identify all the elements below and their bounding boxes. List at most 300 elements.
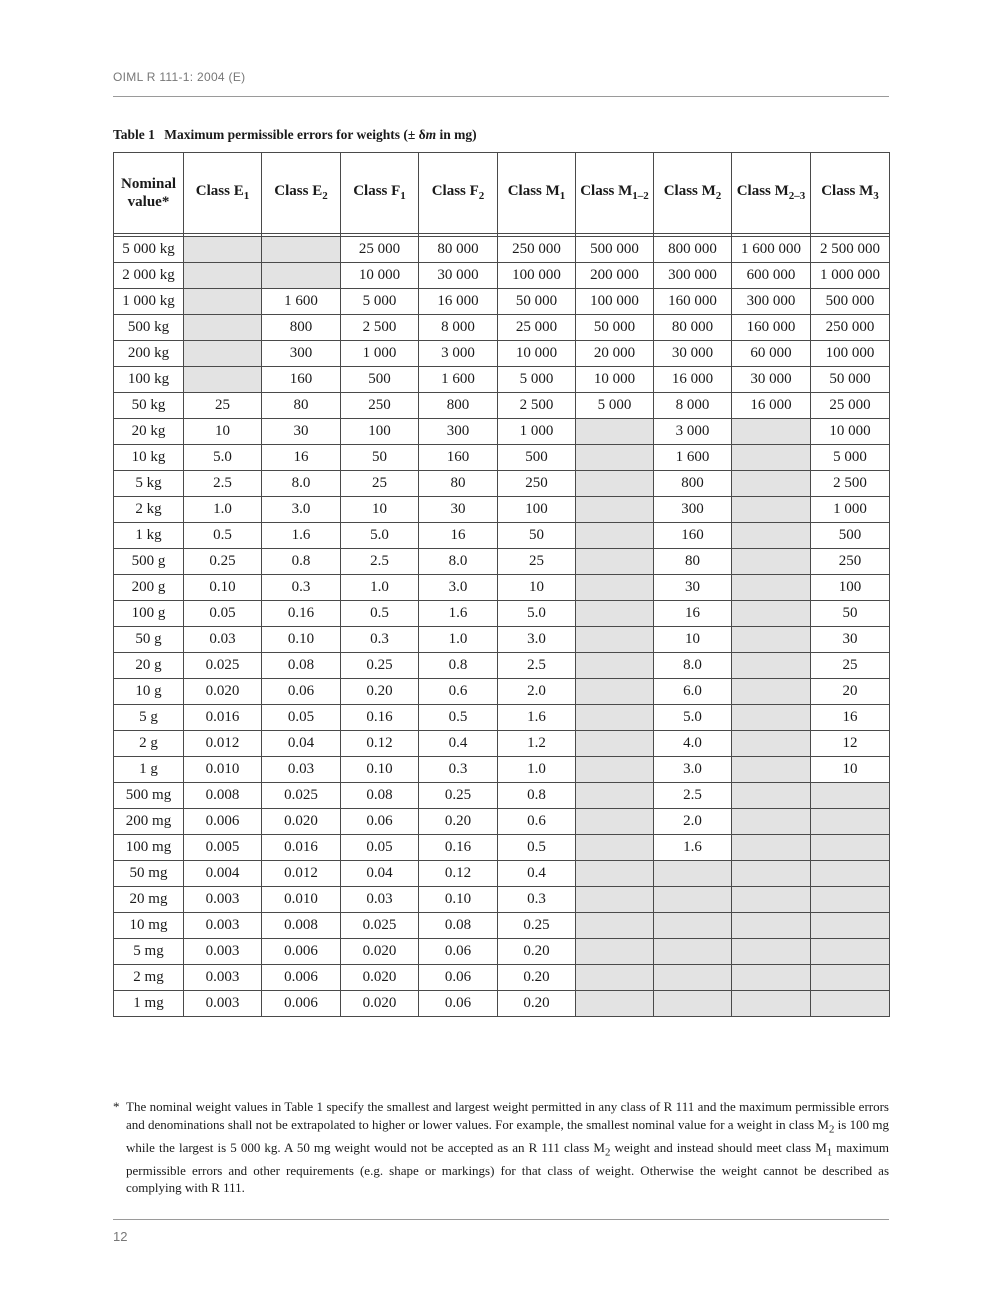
nominal-value-cell: 2 kg bbox=[114, 497, 184, 523]
table-row bbox=[114, 393, 890, 419]
table-row bbox=[114, 289, 890, 315]
mpe-value-cell: 5.0 bbox=[654, 705, 732, 731]
mpe-value-cell: 50 bbox=[498, 523, 576, 549]
table-footnote bbox=[113, 1098, 889, 1197]
mpe-value-cell: 0.012 bbox=[184, 731, 262, 757]
mpe-value-cell: 0.006 bbox=[184, 809, 262, 835]
not-applicable-cell bbox=[811, 783, 890, 809]
not-applicable-cell bbox=[576, 965, 654, 991]
nominal-value-cell: 100 mg bbox=[114, 835, 184, 861]
not-applicable-cell bbox=[576, 939, 654, 965]
mpe-value-cell: 0.003 bbox=[184, 913, 262, 939]
mpe-value-cell: 30 000 bbox=[419, 263, 498, 289]
running-title: OIML R 111-1: 2004 (E) bbox=[113, 70, 246, 84]
mpe-value-cell: 25 bbox=[498, 549, 576, 575]
table-row bbox=[114, 237, 890, 263]
footnote-text-part1: The nominal weight values in Table 1 specify the smallest and largest weight permitted in any class of R 111 and the maximum permissible errors and denominations shall not be extrapolated to higher or lower values. For example, the smallest nominal value for a weight in class M bbox=[126, 1099, 889, 1132]
class-header-subscript: 1 bbox=[243, 189, 250, 202]
table-row bbox=[114, 913, 890, 939]
mpe-value-cell: 50 000 bbox=[576, 315, 654, 341]
not-applicable-cell bbox=[576, 809, 654, 835]
mpe-value-cell: 160 000 bbox=[654, 289, 732, 315]
mpe-value-cell: 5.0 bbox=[184, 445, 262, 471]
mpe-value-cell: 10 bbox=[184, 419, 262, 445]
not-applicable-cell bbox=[732, 939, 811, 965]
mpe-value-cell: 1 000 bbox=[341, 341, 419, 367]
not-applicable-cell bbox=[184, 263, 262, 289]
nominal-value-cell: 20 kg bbox=[114, 419, 184, 445]
mpe-value-cell: 0.3 bbox=[341, 627, 419, 653]
mpe-value-cell: 80 bbox=[419, 471, 498, 497]
mpe-value-cell: 0.5 bbox=[498, 835, 576, 861]
class-column-header bbox=[341, 153, 419, 234]
nominal-value-cell: 20 g bbox=[114, 653, 184, 679]
mpe-value-cell: 0.003 bbox=[184, 887, 262, 913]
not-applicable-cell bbox=[262, 263, 341, 289]
mpe-value-cell: 0.06 bbox=[341, 809, 419, 835]
mpe-value-cell: 1.6 bbox=[654, 835, 732, 861]
mpe-value-cell: 0.20 bbox=[419, 809, 498, 835]
mpe-value-cell: 30 bbox=[262, 419, 341, 445]
mpe-value-cell: 800 bbox=[654, 471, 732, 497]
mpe-value-cell: 0.008 bbox=[184, 783, 262, 809]
nominal-value-cell: 5 g bbox=[114, 705, 184, 731]
class-header-subscript: 3 bbox=[873, 189, 879, 202]
mpe-value-cell: 8.0 bbox=[654, 653, 732, 679]
not-applicable-cell bbox=[184, 315, 262, 341]
nominal-value-cell: 5 000 kg bbox=[114, 237, 184, 263]
mpe-value-cell: 0.016 bbox=[262, 835, 341, 861]
table-row bbox=[114, 809, 890, 835]
class-header-label: Class E bbox=[195, 182, 244, 199]
mpe-value-cell: 0.8 bbox=[498, 783, 576, 809]
mpe-value-cell: 0.006 bbox=[262, 939, 341, 965]
class-column-header bbox=[419, 153, 498, 234]
mpe-value-cell: 1.0 bbox=[498, 757, 576, 783]
not-applicable-cell bbox=[576, 549, 654, 575]
not-applicable-cell bbox=[732, 445, 811, 471]
mpe-value-cell: 10 bbox=[811, 757, 890, 783]
mpe-value-cell: 0.5 bbox=[184, 523, 262, 549]
nominal-value-cell: 50 mg bbox=[114, 861, 184, 887]
mpe-value-cell: 0.20 bbox=[341, 679, 419, 705]
mpe-value-cell: 16 bbox=[262, 445, 341, 471]
not-applicable-cell bbox=[732, 627, 811, 653]
not-applicable-cell bbox=[576, 887, 654, 913]
not-applicable-cell bbox=[732, 887, 811, 913]
mpe-value-cell: 2.5 bbox=[654, 783, 732, 809]
not-applicable-cell bbox=[732, 471, 811, 497]
mpe-value-cell: 500 000 bbox=[811, 289, 890, 315]
mpe-value-cell: 0.4 bbox=[419, 731, 498, 757]
not-applicable-cell bbox=[732, 653, 811, 679]
not-applicable-cell bbox=[732, 731, 811, 757]
mpe-value-cell: 5.0 bbox=[498, 601, 576, 627]
mpe-value-cell: 1.0 bbox=[341, 575, 419, 601]
mpe-value-cell: 0.12 bbox=[419, 861, 498, 887]
mpe-value-cell: 0.25 bbox=[341, 653, 419, 679]
not-applicable-cell bbox=[732, 523, 811, 549]
nominal-value-cell: 500 g bbox=[114, 549, 184, 575]
table-header-row bbox=[114, 153, 890, 234]
mpe-value-cell: 10 bbox=[341, 497, 419, 523]
table-row bbox=[114, 939, 890, 965]
mpe-value-cell: 0.05 bbox=[184, 601, 262, 627]
mpe-value-cell: 0.3 bbox=[419, 757, 498, 783]
mpe-value-cell: 10 000 bbox=[498, 341, 576, 367]
mpe-value-cell: 16 bbox=[654, 601, 732, 627]
table-row bbox=[114, 497, 890, 523]
not-applicable-cell bbox=[811, 965, 890, 991]
footnote-text bbox=[126, 1098, 889, 1197]
mpe-value-cell: 0.08 bbox=[341, 783, 419, 809]
not-applicable-cell bbox=[732, 991, 811, 1017]
not-applicable-cell bbox=[732, 601, 811, 627]
not-applicable-cell bbox=[811, 835, 890, 861]
mpe-value-cell: 0.03 bbox=[184, 627, 262, 653]
table-row bbox=[114, 263, 890, 289]
table-row bbox=[114, 471, 890, 497]
mpe-value-cell: 0.003 bbox=[184, 939, 262, 965]
nominal-value-cell: 10 mg bbox=[114, 913, 184, 939]
mpe-value-cell: 2 500 bbox=[811, 471, 890, 497]
mpe-value-cell: 30 bbox=[811, 627, 890, 653]
mpe-value-cell: 0.12 bbox=[341, 731, 419, 757]
table-row bbox=[114, 965, 890, 991]
table-caption bbox=[113, 127, 477, 143]
mpe-value-cell: 30 000 bbox=[654, 341, 732, 367]
footnote-subscript: 2 bbox=[828, 1123, 835, 1136]
mpe-value-cell: 0.020 bbox=[341, 939, 419, 965]
not-applicable-cell bbox=[576, 471, 654, 497]
mpe-value-cell: 0.3 bbox=[498, 887, 576, 913]
table-row bbox=[114, 627, 890, 653]
table-row bbox=[114, 341, 890, 367]
mpe-value-cell: 0.16 bbox=[419, 835, 498, 861]
table-row bbox=[114, 575, 890, 601]
mpe-value-cell: 0.08 bbox=[419, 913, 498, 939]
class-header-subscript: 2–3 bbox=[788, 189, 806, 202]
mpe-value-cell: 0.005 bbox=[184, 835, 262, 861]
table-row bbox=[114, 705, 890, 731]
class-header-subscript: 2 bbox=[478, 189, 485, 202]
mpe-value-cell: 0.20 bbox=[498, 939, 576, 965]
class-column-header bbox=[654, 153, 732, 234]
mpe-value-cell: 2.0 bbox=[498, 679, 576, 705]
mpe-value-cell: 10 000 bbox=[341, 263, 419, 289]
not-applicable-cell bbox=[811, 913, 890, 939]
mpe-value-cell: 5 000 bbox=[811, 445, 890, 471]
not-applicable-cell bbox=[576, 523, 654, 549]
mpe-value-cell: 300 000 bbox=[654, 263, 732, 289]
not-applicable-cell bbox=[654, 887, 732, 913]
nominal-value-cell: 20 mg bbox=[114, 887, 184, 913]
nominal-value-cell: 2 000 kg bbox=[114, 263, 184, 289]
mpe-value-cell: 3.0 bbox=[498, 627, 576, 653]
nominal-value-cell: 1 g bbox=[114, 757, 184, 783]
footnote-subscript: 2 bbox=[604, 1146, 611, 1159]
mpe-value-cell: 0.16 bbox=[262, 601, 341, 627]
table-caption-text: Maximum permissible errors for weights (± δ bbox=[164, 127, 426, 142]
mpe-value-cell: 0.010 bbox=[184, 757, 262, 783]
mpe-value-cell: 500 bbox=[498, 445, 576, 471]
not-applicable-cell bbox=[732, 705, 811, 731]
mpe-value-cell: 25 000 bbox=[811, 393, 890, 419]
mpe-value-cell: 25 000 bbox=[341, 237, 419, 263]
table-row bbox=[114, 523, 890, 549]
mpe-value-cell: 0.006 bbox=[262, 991, 341, 1017]
table-row bbox=[114, 731, 890, 757]
class-header-subscript: 1 bbox=[559, 189, 566, 202]
mpe-value-cell: 25 000 bbox=[498, 315, 576, 341]
mpe-value-cell: 3 000 bbox=[419, 341, 498, 367]
nominal-header-line1: Nominal bbox=[120, 176, 176, 192]
mpe-value-cell: 16 000 bbox=[654, 367, 732, 393]
class-header-label: Class M bbox=[580, 182, 633, 199]
class-column-header bbox=[811, 153, 890, 234]
class-header-subscript: 2 bbox=[715, 189, 722, 202]
table-row bbox=[114, 445, 890, 471]
mpe-value-cell: 100 000 bbox=[498, 263, 576, 289]
mpe-value-cell: 250 bbox=[341, 393, 419, 419]
class-header-label: Class M bbox=[821, 182, 874, 199]
nominal-header-line2: value* bbox=[127, 194, 170, 210]
mpe-value-cell: 10 bbox=[498, 575, 576, 601]
class-column-header bbox=[498, 153, 576, 234]
mpe-value-cell: 0.016 bbox=[184, 705, 262, 731]
mpe-value-cell: 100 000 bbox=[576, 289, 654, 315]
not-applicable-cell bbox=[811, 991, 890, 1017]
mpe-value-cell: 160 bbox=[419, 445, 498, 471]
nominal-value-cell: 2 mg bbox=[114, 965, 184, 991]
not-applicable-cell bbox=[732, 861, 811, 887]
mpe-value-cell: 800 bbox=[262, 315, 341, 341]
mpe-value-cell: 0.05 bbox=[341, 835, 419, 861]
mpe-value-cell: 0.5 bbox=[419, 705, 498, 731]
mpe-value-cell: 0.06 bbox=[419, 939, 498, 965]
table-row bbox=[114, 601, 890, 627]
mpe-value-cell: 0.04 bbox=[262, 731, 341, 757]
mpe-value-cell: 0.25 bbox=[419, 783, 498, 809]
table-caption-unit: in mg) bbox=[436, 127, 477, 142]
not-applicable-cell bbox=[576, 419, 654, 445]
mpe-value-cell: 0.003 bbox=[184, 965, 262, 991]
mpe-value-cell: 0.025 bbox=[341, 913, 419, 939]
not-applicable-cell bbox=[732, 913, 811, 939]
not-applicable-cell bbox=[811, 939, 890, 965]
not-applicable-cell bbox=[576, 679, 654, 705]
mpe-value-cell: 500 bbox=[811, 523, 890, 549]
not-applicable-cell bbox=[576, 627, 654, 653]
mpe-value-cell: 0.20 bbox=[498, 991, 576, 1017]
not-applicable-cell bbox=[576, 913, 654, 939]
mpe-value-cell: 2 500 000 bbox=[811, 237, 890, 263]
class-header-label: Class F bbox=[431, 182, 479, 199]
class-column-header bbox=[732, 153, 811, 234]
mpe-value-cell: 0.25 bbox=[498, 913, 576, 939]
mpe-value-cell: 3.0 bbox=[419, 575, 498, 601]
mpe-value-cell: 300 000 bbox=[732, 289, 811, 315]
mpe-value-cell: 5 000 bbox=[576, 393, 654, 419]
mpe-value-cell: 0.04 bbox=[341, 861, 419, 887]
mpe-value-cell: 0.10 bbox=[341, 757, 419, 783]
mpe-value-cell: 160 bbox=[654, 523, 732, 549]
mpe-value-cell: 0.3 bbox=[262, 575, 341, 601]
mpe-value-cell: 25 bbox=[341, 471, 419, 497]
not-applicable-cell bbox=[732, 757, 811, 783]
not-applicable-cell bbox=[811, 809, 890, 835]
not-applicable-cell bbox=[654, 913, 732, 939]
mpe-value-cell: 250 000 bbox=[498, 237, 576, 263]
mpe-value-cell: 0.06 bbox=[419, 965, 498, 991]
mpe-value-cell: 8.0 bbox=[262, 471, 341, 497]
footnote-text-part4: maximum permissible errors and other requirements (e.g. shape or markings) for that class of weight. Otherwise the weight cannot be described as complying with R 111. bbox=[126, 1139, 889, 1196]
mpe-value-cell: 1 600 bbox=[419, 367, 498, 393]
class-header-label: Class M bbox=[507, 182, 560, 199]
not-applicable-cell bbox=[732, 809, 811, 835]
mpe-value-cell: 3.0 bbox=[654, 757, 732, 783]
mpe-value-cell: 2.5 bbox=[184, 471, 262, 497]
mpe-value-cell: 0.10 bbox=[262, 627, 341, 653]
class-header-label: Class F bbox=[353, 182, 401, 199]
mpe-value-cell: 0.5 bbox=[341, 601, 419, 627]
mpe-value-cell: 30 000 bbox=[732, 367, 811, 393]
mpe-value-cell: 50 000 bbox=[811, 367, 890, 393]
mpe-value-cell: 1.6 bbox=[262, 523, 341, 549]
mpe-value-cell: 0.020 bbox=[341, 965, 419, 991]
not-applicable-cell bbox=[576, 783, 654, 809]
mpe-value-cell: 5.0 bbox=[341, 523, 419, 549]
mpe-value-cell: 0.10 bbox=[419, 887, 498, 913]
not-applicable-cell bbox=[576, 601, 654, 627]
mpe-value-cell: 10 000 bbox=[576, 367, 654, 393]
mpe-value-cell: 1 600 bbox=[654, 445, 732, 471]
mpe-value-cell: 100 bbox=[811, 575, 890, 601]
nominal-value-cell: 5 kg bbox=[114, 471, 184, 497]
mpe-value-cell: 1.0 bbox=[419, 627, 498, 653]
mpe-value-cell: 1 000 bbox=[498, 419, 576, 445]
mpe-value-cell: 0.6 bbox=[419, 679, 498, 705]
mpe-value-cell: 500 000 bbox=[576, 237, 654, 263]
class-header-subscript: 1–2 bbox=[632, 189, 649, 202]
mpe-value-cell: 0.03 bbox=[262, 757, 341, 783]
mpe-value-cell: 80 000 bbox=[654, 315, 732, 341]
not-applicable-cell bbox=[576, 653, 654, 679]
mpe-value-cell: 50 bbox=[341, 445, 419, 471]
mpe-value-cell: 8.0 bbox=[419, 549, 498, 575]
mpe-value-cell: 1.6 bbox=[498, 705, 576, 731]
mpe-value-cell: 2 500 bbox=[498, 393, 576, 419]
mpe-value-cell: 80 bbox=[654, 549, 732, 575]
mpe-value-cell: 10 bbox=[654, 627, 732, 653]
table-row bbox=[114, 835, 890, 861]
not-applicable-cell bbox=[654, 861, 732, 887]
table-row bbox=[114, 653, 890, 679]
class-column-header bbox=[262, 153, 341, 234]
mpe-value-cell: 0.8 bbox=[262, 549, 341, 575]
not-applicable-cell bbox=[732, 549, 811, 575]
not-applicable-cell bbox=[576, 861, 654, 887]
nominal-value-cell: 200 kg bbox=[114, 341, 184, 367]
mpe-value-cell: 20 bbox=[811, 679, 890, 705]
mpe-value-cell: 0.8 bbox=[419, 653, 498, 679]
not-applicable-cell bbox=[654, 991, 732, 1017]
not-applicable-cell bbox=[654, 965, 732, 991]
mpe-value-cell: 600 000 bbox=[732, 263, 811, 289]
mpe-value-cell: 5 000 bbox=[498, 367, 576, 393]
mpe-value-cell: 16 bbox=[419, 523, 498, 549]
footnote-subscript: 1 bbox=[826, 1146, 833, 1159]
footnote-marker: * bbox=[113, 1099, 120, 1114]
table-row bbox=[114, 679, 890, 705]
mpe-value-cell: 0.16 bbox=[341, 705, 419, 731]
mpe-value-cell: 3 000 bbox=[654, 419, 732, 445]
mpe-table bbox=[113, 152, 890, 1017]
mpe-value-cell: 0.05 bbox=[262, 705, 341, 731]
footer-rule bbox=[113, 1219, 889, 1220]
mpe-value-cell: 5 000 bbox=[341, 289, 419, 315]
mpe-value-cell: 50 bbox=[811, 601, 890, 627]
class-header-subscript: 1 bbox=[400, 189, 406, 202]
nominal-value-cell: 500 mg bbox=[114, 783, 184, 809]
mpe-value-cell: 0.020 bbox=[184, 679, 262, 705]
footnote-text-part2: is 100 mg while the largest is 5 000 kg. A 50 mg weight would not be accepted as an R 111 class M bbox=[126, 1116, 889, 1155]
nominal-value-cell: 5 mg bbox=[114, 939, 184, 965]
mpe-value-cell: 16 000 bbox=[419, 289, 498, 315]
nominal-value-cell: 2 g bbox=[114, 731, 184, 757]
mpe-value-cell: 0.020 bbox=[341, 991, 419, 1017]
mpe-value-cell: 2 500 bbox=[341, 315, 419, 341]
not-applicable-cell bbox=[654, 939, 732, 965]
footnote-text-part3: weight and instead should meet class M bbox=[610, 1139, 827, 1155]
mpe-value-cell: 250 bbox=[498, 471, 576, 497]
mpe-value-cell: 0.06 bbox=[419, 991, 498, 1017]
nominal-value-cell: 100 g bbox=[114, 601, 184, 627]
mpe-value-cell: 2.5 bbox=[498, 653, 576, 679]
mpe-value-cell: 1 600 bbox=[262, 289, 341, 315]
table-row bbox=[114, 783, 890, 809]
mpe-value-cell: 80 bbox=[262, 393, 341, 419]
not-applicable-cell bbox=[576, 705, 654, 731]
mpe-value-cell: 0.10 bbox=[184, 575, 262, 601]
mpe-value-cell: 100 000 bbox=[811, 341, 890, 367]
mpe-value-cell: 800 000 bbox=[654, 237, 732, 263]
not-applicable-cell bbox=[184, 341, 262, 367]
mpe-value-cell: 800 bbox=[419, 393, 498, 419]
table-row bbox=[114, 991, 890, 1017]
mpe-value-cell: 300 bbox=[654, 497, 732, 523]
mpe-value-cell: 0.020 bbox=[262, 809, 341, 835]
header-rule bbox=[113, 96, 889, 97]
class-header-label: Class E bbox=[274, 182, 323, 199]
mpe-value-cell: 10 000 bbox=[811, 419, 890, 445]
mpe-value-cell: 0.025 bbox=[262, 783, 341, 809]
mpe-value-cell: 250 bbox=[811, 549, 890, 575]
mpe-value-cell: 500 bbox=[341, 367, 419, 393]
mpe-value-cell: 100 bbox=[341, 419, 419, 445]
not-applicable-cell bbox=[732, 965, 811, 991]
mpe-value-cell: 0.008 bbox=[262, 913, 341, 939]
nominal-value-header bbox=[114, 153, 184, 234]
mpe-value-cell: 0.25 bbox=[184, 549, 262, 575]
table-row bbox=[114, 861, 890, 887]
mpe-value-cell: 1 000 000 bbox=[811, 263, 890, 289]
mpe-value-cell: 2.0 bbox=[654, 809, 732, 835]
table-row bbox=[114, 757, 890, 783]
not-applicable-cell bbox=[262, 237, 341, 263]
mpe-value-cell: 0.004 bbox=[184, 861, 262, 887]
class-column-header bbox=[576, 153, 654, 234]
